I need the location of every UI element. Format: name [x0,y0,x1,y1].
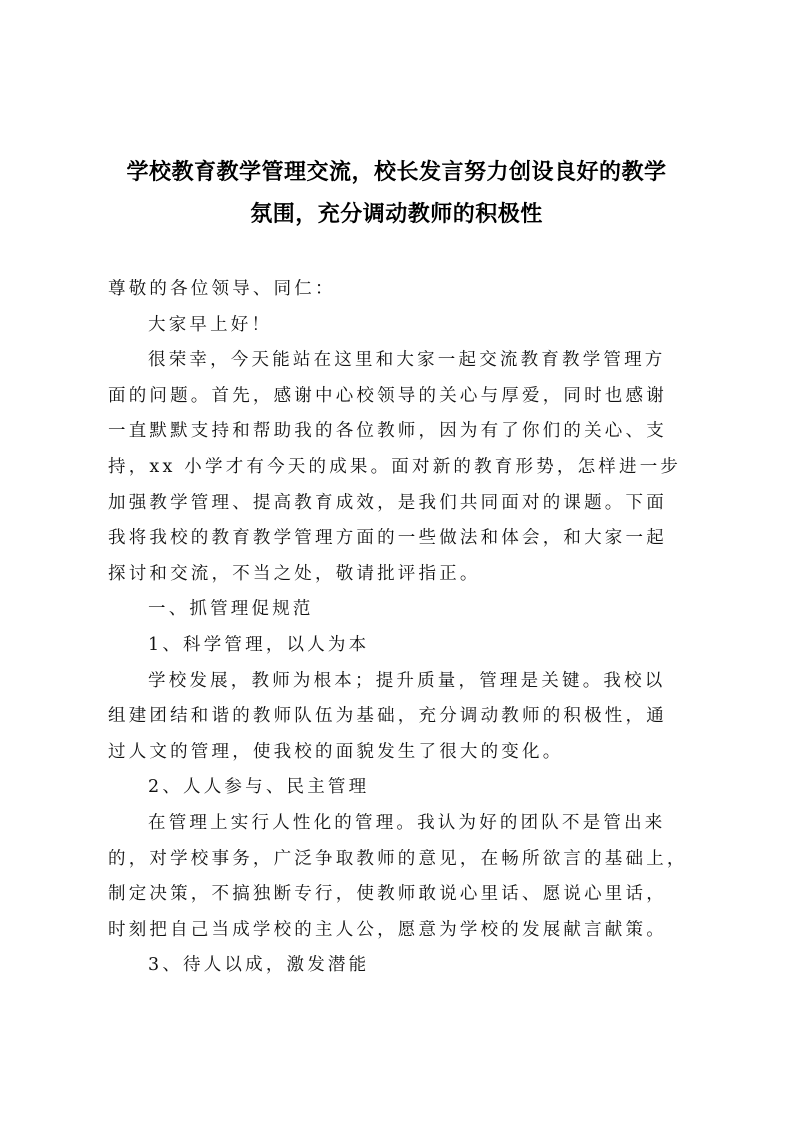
subsection-2-paragraph-line: 在管理上实行人性化的管理。我认为好的团队不是管出来 [148,812,666,833]
greeting: 大家早上好！ [148,314,273,335]
subsection-1-paragraph-line: 过人文的管理，使我校的面貌发生了很大的变化。 [108,741,564,762]
intro-paragraph-line: 我将我校的教育教学管理方面的一些做法和体会，和大家一起 [108,528,667,549]
intro-paragraph-line: 面的问题。首先，感谢中心校领导的关心与厚爱，同时也感谢 [108,385,667,406]
intro-paragraph-line: 持，xx 小学才有今天的成果。面对新的教育形势，怎样进一步 [108,456,682,477]
subsection-1-heading: 1、科学管理，以人为本 [148,634,370,655]
intro-paragraph-line: 加强教学管理、提高教育成效，是我们共同面对的课题。下面 [108,492,667,513]
subsection-1-paragraph-line: 学校发展，教师为根本；提升质量，管理是关键。我校以 [148,670,666,691]
subsection-2-heading: 2、人人参与、民主管理 [148,777,370,798]
intro-paragraph-line: 探讨和交流，不当之处，敬请批评指正。 [108,563,481,584]
document-body [108,272,708,984]
salutation: 尊敬的各位领导、同仁： [108,279,336,299]
section-1-heading: 一、抓管理促规范 [148,599,314,620]
title-line-2: 氛围，充分调动教师的积极性 [250,202,543,227]
intro-paragraph-line: 一直默默支持和帮助我的各位教师，因为有了你们的关心、支 [108,421,667,442]
subsection-1-paragraph-line: 组建团结和谐的教师队伍为基础，充分调动教师的积极性，通 [108,706,667,727]
subsection-2-paragraph-line: 时刻把自己当成学校的主人公，愿意为学校的发展献言献策。 [108,919,667,940]
intro-paragraph-line: 很荣幸，今天能站在这里和大家一起交流教育教学管理方 [148,350,666,371]
subsection-3-heading: 3、待人以成，激发潜能 [148,955,370,976]
title-line-1: 学校教育教学管理交流，校长发言努力创设良好的教学 [126,160,667,185]
subsection-2-paragraph-line: 制定决策，不搞独断专行，使教师敢说心里话、愿说心里话， [108,884,667,905]
subsection-2-paragraph-line: 的，对学校事务，广泛争取教师的意见，在畅所欲言的基础上， [108,848,688,869]
document-title [80,152,713,236]
